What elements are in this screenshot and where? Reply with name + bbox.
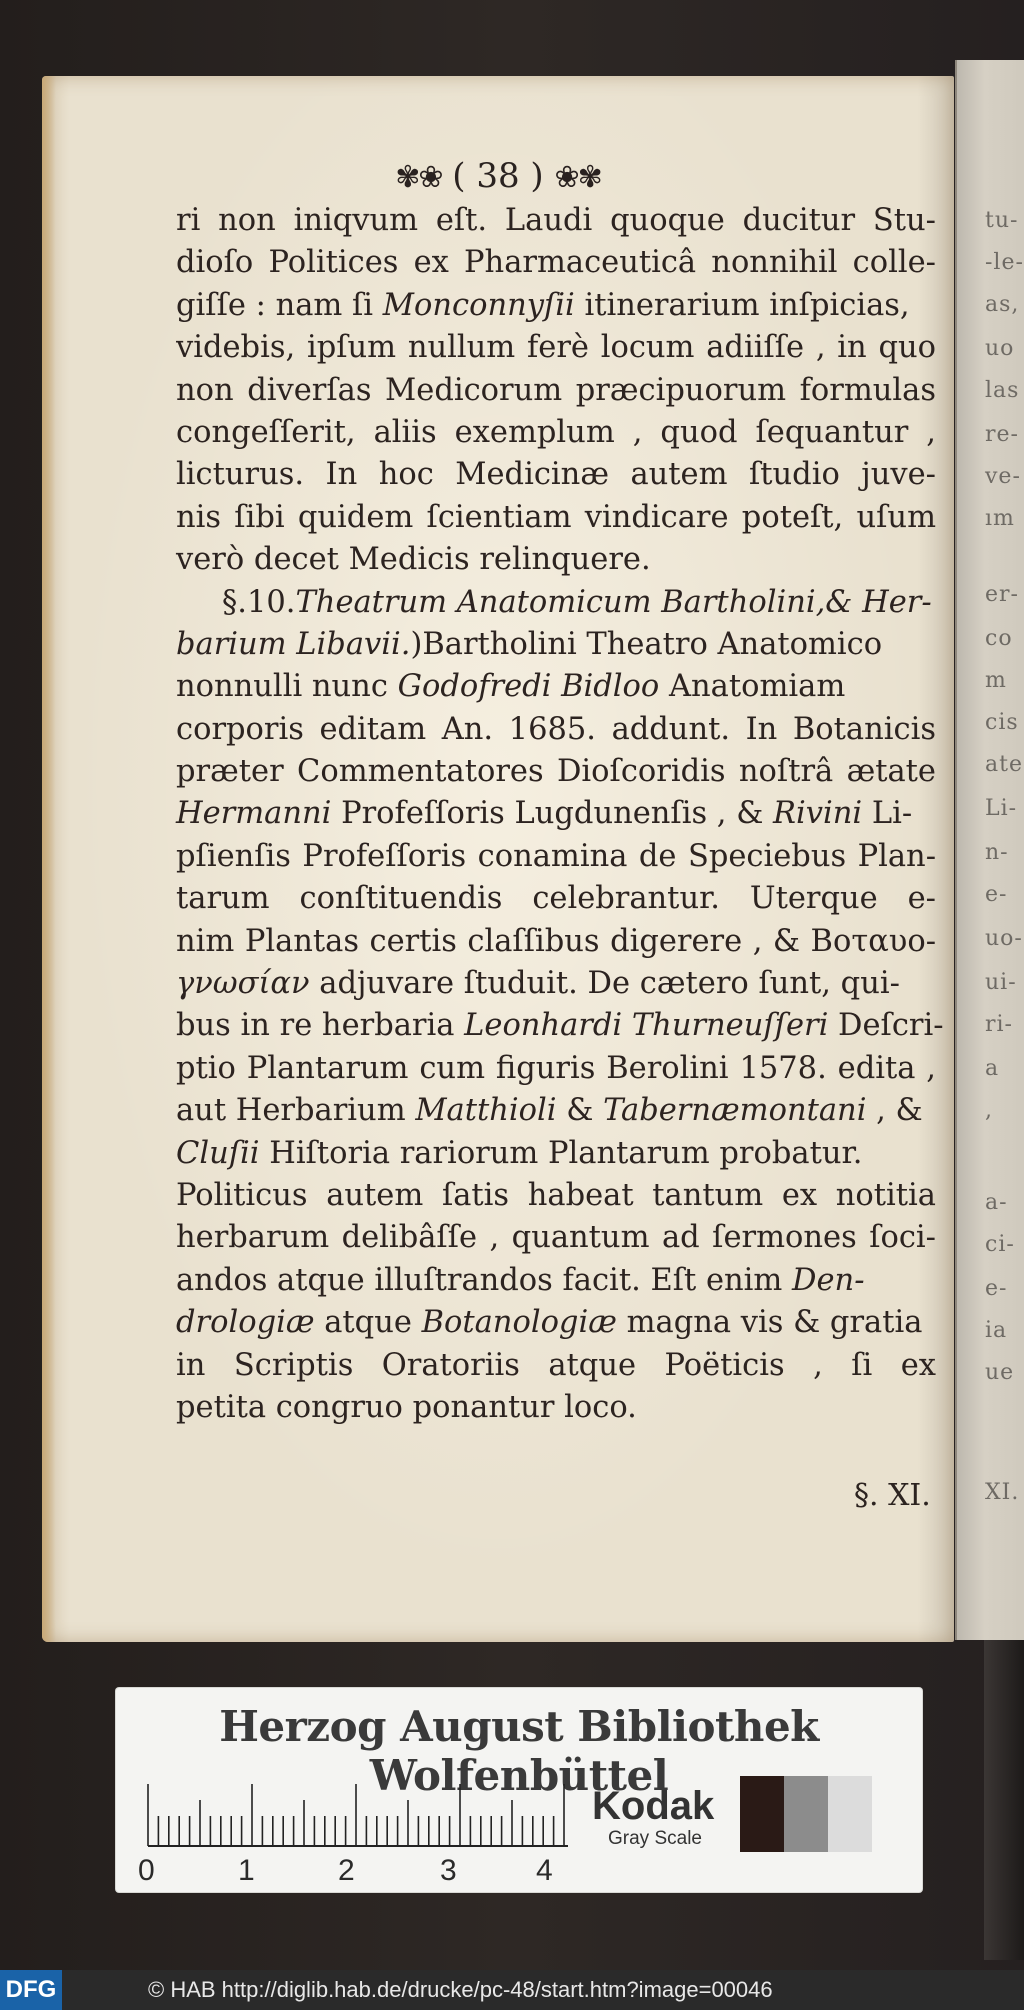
text-span-italic: Monconnyſii [382,287,575,323]
text-line [176,1175,936,1217]
adjacent-text-fragment: n- [985,840,1009,865]
adjacent-text-fragment: -le- [985,250,1024,275]
text-line [176,624,936,666]
scale-number: 1 [238,1854,255,1887]
text-span: atque [314,1305,422,1341]
catchword: §. XI. [854,1478,931,1513]
footer-bar [0,1970,1024,2010]
adjacent-text-fragment: ci- [985,1232,1015,1257]
text-span: )Bartholini Theatro Anatomico [410,626,883,662]
adjacent-page [955,60,1024,1640]
text-line [176,666,936,708]
text-span: verò decet Medicis relinquere. [176,542,651,578]
text-span: bus in re herbaria [176,1008,465,1044]
text-span: congeſſerit, aliis exemplum , quod ſequantur , [176,414,936,450]
adjacent-text-fragment: uo- [985,926,1023,951]
adjacent-text-fragment: co [985,626,1013,651]
text-span: Hiſtoria rariorum Plantarum probatur. [259,1135,863,1171]
adjacent-text-fragment: e- [985,882,1008,907]
dfg-logo: DFG [0,1970,62,2010]
text-line [176,412,936,454]
adjacent-text-fragment: tu- [985,208,1019,233]
text-line [176,497,936,539]
text-span: Deſcri- [828,1008,944,1044]
adjacent-text-fragment: cis [985,710,1019,735]
kodak-logo: Kodak [592,1784,715,1828]
adjacent-text-fragment: las [985,378,1020,403]
library-name: Herzog August Bibliothek Wolfenbüttel [219,1702,819,1800]
text-line [176,1387,936,1429]
adjacent-text-fragment: er- [985,582,1019,607]
adjacent-text-fragment: ia [985,1318,1008,1343]
gray-scale-label: Gray Scale [608,1828,702,1849]
text-span-italic: Hermanni [176,796,332,832]
adjacent-text-fragment: ui- [985,970,1017,995]
text-span: nis ſibi quidem ſcientiam vindicare poteſt, uſum [176,499,936,535]
swatch-light [828,1776,872,1852]
page-header [42,156,954,196]
text-span: giſſe : nam ſi [176,287,383,323]
text-line [176,1217,936,1259]
text-span: aut Herbarium [176,1093,416,1129]
text-line [176,1090,936,1132]
adjacent-text-fragment: e- [985,1276,1008,1301]
adjacent-text-fragment: m [985,668,1007,693]
text-span: herbarum delibâſſe , quantum ad ſermones ſoci- [176,1220,936,1256]
text-span: adjuvare ſtuduit. De cætero ſunt, qui- [309,966,900,1002]
text-span: magna vis & gratia [616,1305,923,1341]
text-span: Anatomiam [659,669,846,705]
swatch-dark [740,1776,784,1852]
text-line [176,1048,936,1090]
scale-number: 2 [338,1854,355,1887]
adjacent-text-fragment: a- [985,1190,1008,1215]
text-line [176,1302,936,1344]
text-line [176,1260,936,1302]
ornament-right-icon: ❀✾ [554,160,601,195]
text-span: Profeſſoris Lugdunenſis , & [331,796,774,832]
scale-number: 0 [138,1854,155,1887]
section-number: §.10. [222,584,296,620]
color-calibration-bar [116,1688,922,1892]
text-span-italic: Botanologiæ [421,1305,617,1341]
text-span: ri non iniqvum eſt. Laudi quoque ducitur Stu- [176,203,936,238]
text-span: præter Commentatores Dioſcoridis noſtrâ ætate [176,754,936,790]
text-line [176,454,936,496]
text-line [176,539,936,581]
text-span: petita congruo ponantur loco. [176,1389,637,1425]
text-line [176,370,936,412]
credit-link[interactable]: © HAB http://diglib.hab.de/drucke/pc-48/start.htm?image=00046 [148,1977,773,2002]
page-number: ( 38 ) [452,156,544,196]
text-span: Li- [862,796,913,832]
adjacent-text-fragment: as, [985,292,1020,317]
text-span-italic: Leonhardi Thurneuſſeri [464,1008,829,1044]
adjacent-text-fragment: re- [985,422,1019,447]
text-span-italic: Den- [792,1262,865,1298]
scale-number: 4 [536,1854,553,1887]
adjacent-text-fragment: ri- [985,1012,1013,1037]
text-span: nonnulli nunc [176,669,398,705]
text-span: licturus. In hoc Medicinæ autem ſtudio juve- [176,457,936,493]
text-line [176,1005,944,1047]
text-line [176,793,936,835]
scale-number: 3 [440,1854,457,1887]
adjacent-text-fragment: ve- [985,464,1021,489]
text-span: videbis, ipſum nullum ferè locum adiiſſe , in quo [176,330,936,366]
adjacent-text-fragment: uo [985,336,1015,361]
adjacent-text-fragment: a [985,1056,1000,1081]
text-line [176,242,936,284]
text-span: , & [866,1093,923,1129]
section-title: barium Libavii. [176,626,411,662]
text-span: corporis editam An. 1685. addunt. In Botanicis [176,711,936,747]
text-span-italic: Matthioli [415,1093,557,1129]
text-span: nim Plantas certis claſſibus digerere , & Βοταυο- [176,923,936,959]
adjacent-text-fragment: , [985,1098,993,1123]
page-edge-stain [42,76,56,1642]
text-span: pſienſis Profeſſoris conamina de Speciebus Plan- [176,838,936,874]
text-line [176,582,936,624]
text-span: tarum conſtituendis celebrantur. Uterque e- [176,881,936,917]
text-line [176,709,936,751]
binding-edge [984,1640,1024,1960]
text-span: Politicus autem ſatis habeat tantum ex notitia [176,1177,936,1213]
text-span: non diverſas Medicorum præcipuorum formulas [176,372,936,408]
text-line [176,963,936,1005]
text-span-italic: Cluſii [176,1135,260,1171]
adjacent-text-fragment: ate [985,752,1023,777]
gray-swatches [740,1776,872,1852]
ornament-left-icon: ✾❀ [395,160,442,195]
text-span-italic: γνωσίαν [176,966,310,1002]
text-span: in Scriptis Oratoriis atque Poëticis , ſi ex [176,1347,936,1383]
text-line [176,751,936,793]
text-span-italic: drologiæ [176,1305,315,1341]
text-span: andos atque illuſtrandos facit. Eſt enim [176,1262,793,1298]
text-line [176,285,936,327]
ruler-scale [144,1780,574,1852]
text-line [176,836,936,878]
text-line [176,327,936,369]
text-span-italic: Tabernæmontani [603,1093,867,1129]
text-line [176,878,936,920]
adjacent-text-fragment: ue [985,1360,1015,1385]
text-span-italic: Rivini [773,796,863,832]
text-span-italic: Godofredi Bidloo [397,669,660,705]
text-span: dioſo Politices ex Pharmaceuticâ nonnihil colle- [176,245,936,281]
body-text [176,200,944,1429]
text-line [176,1133,936,1175]
text-span: itinerarium inſpicias, [574,287,910,323]
adjacent-text-fragment: XI. [985,1480,1020,1505]
adjacent-text-fragment: Li- [985,796,1018,821]
text-span: & [556,1093,604,1129]
text-line [176,921,936,963]
swatch-mid [784,1776,828,1852]
section-title: Theatrum Anatomicum Bartholini,& Her- [295,584,932,620]
adjacent-text-fragment: ım [985,506,1015,531]
text-line [176,200,936,242]
text-span: ptio Plantarum cum figuris Berolini 1578. edita , [176,1050,936,1086]
text-line [176,1345,936,1387]
